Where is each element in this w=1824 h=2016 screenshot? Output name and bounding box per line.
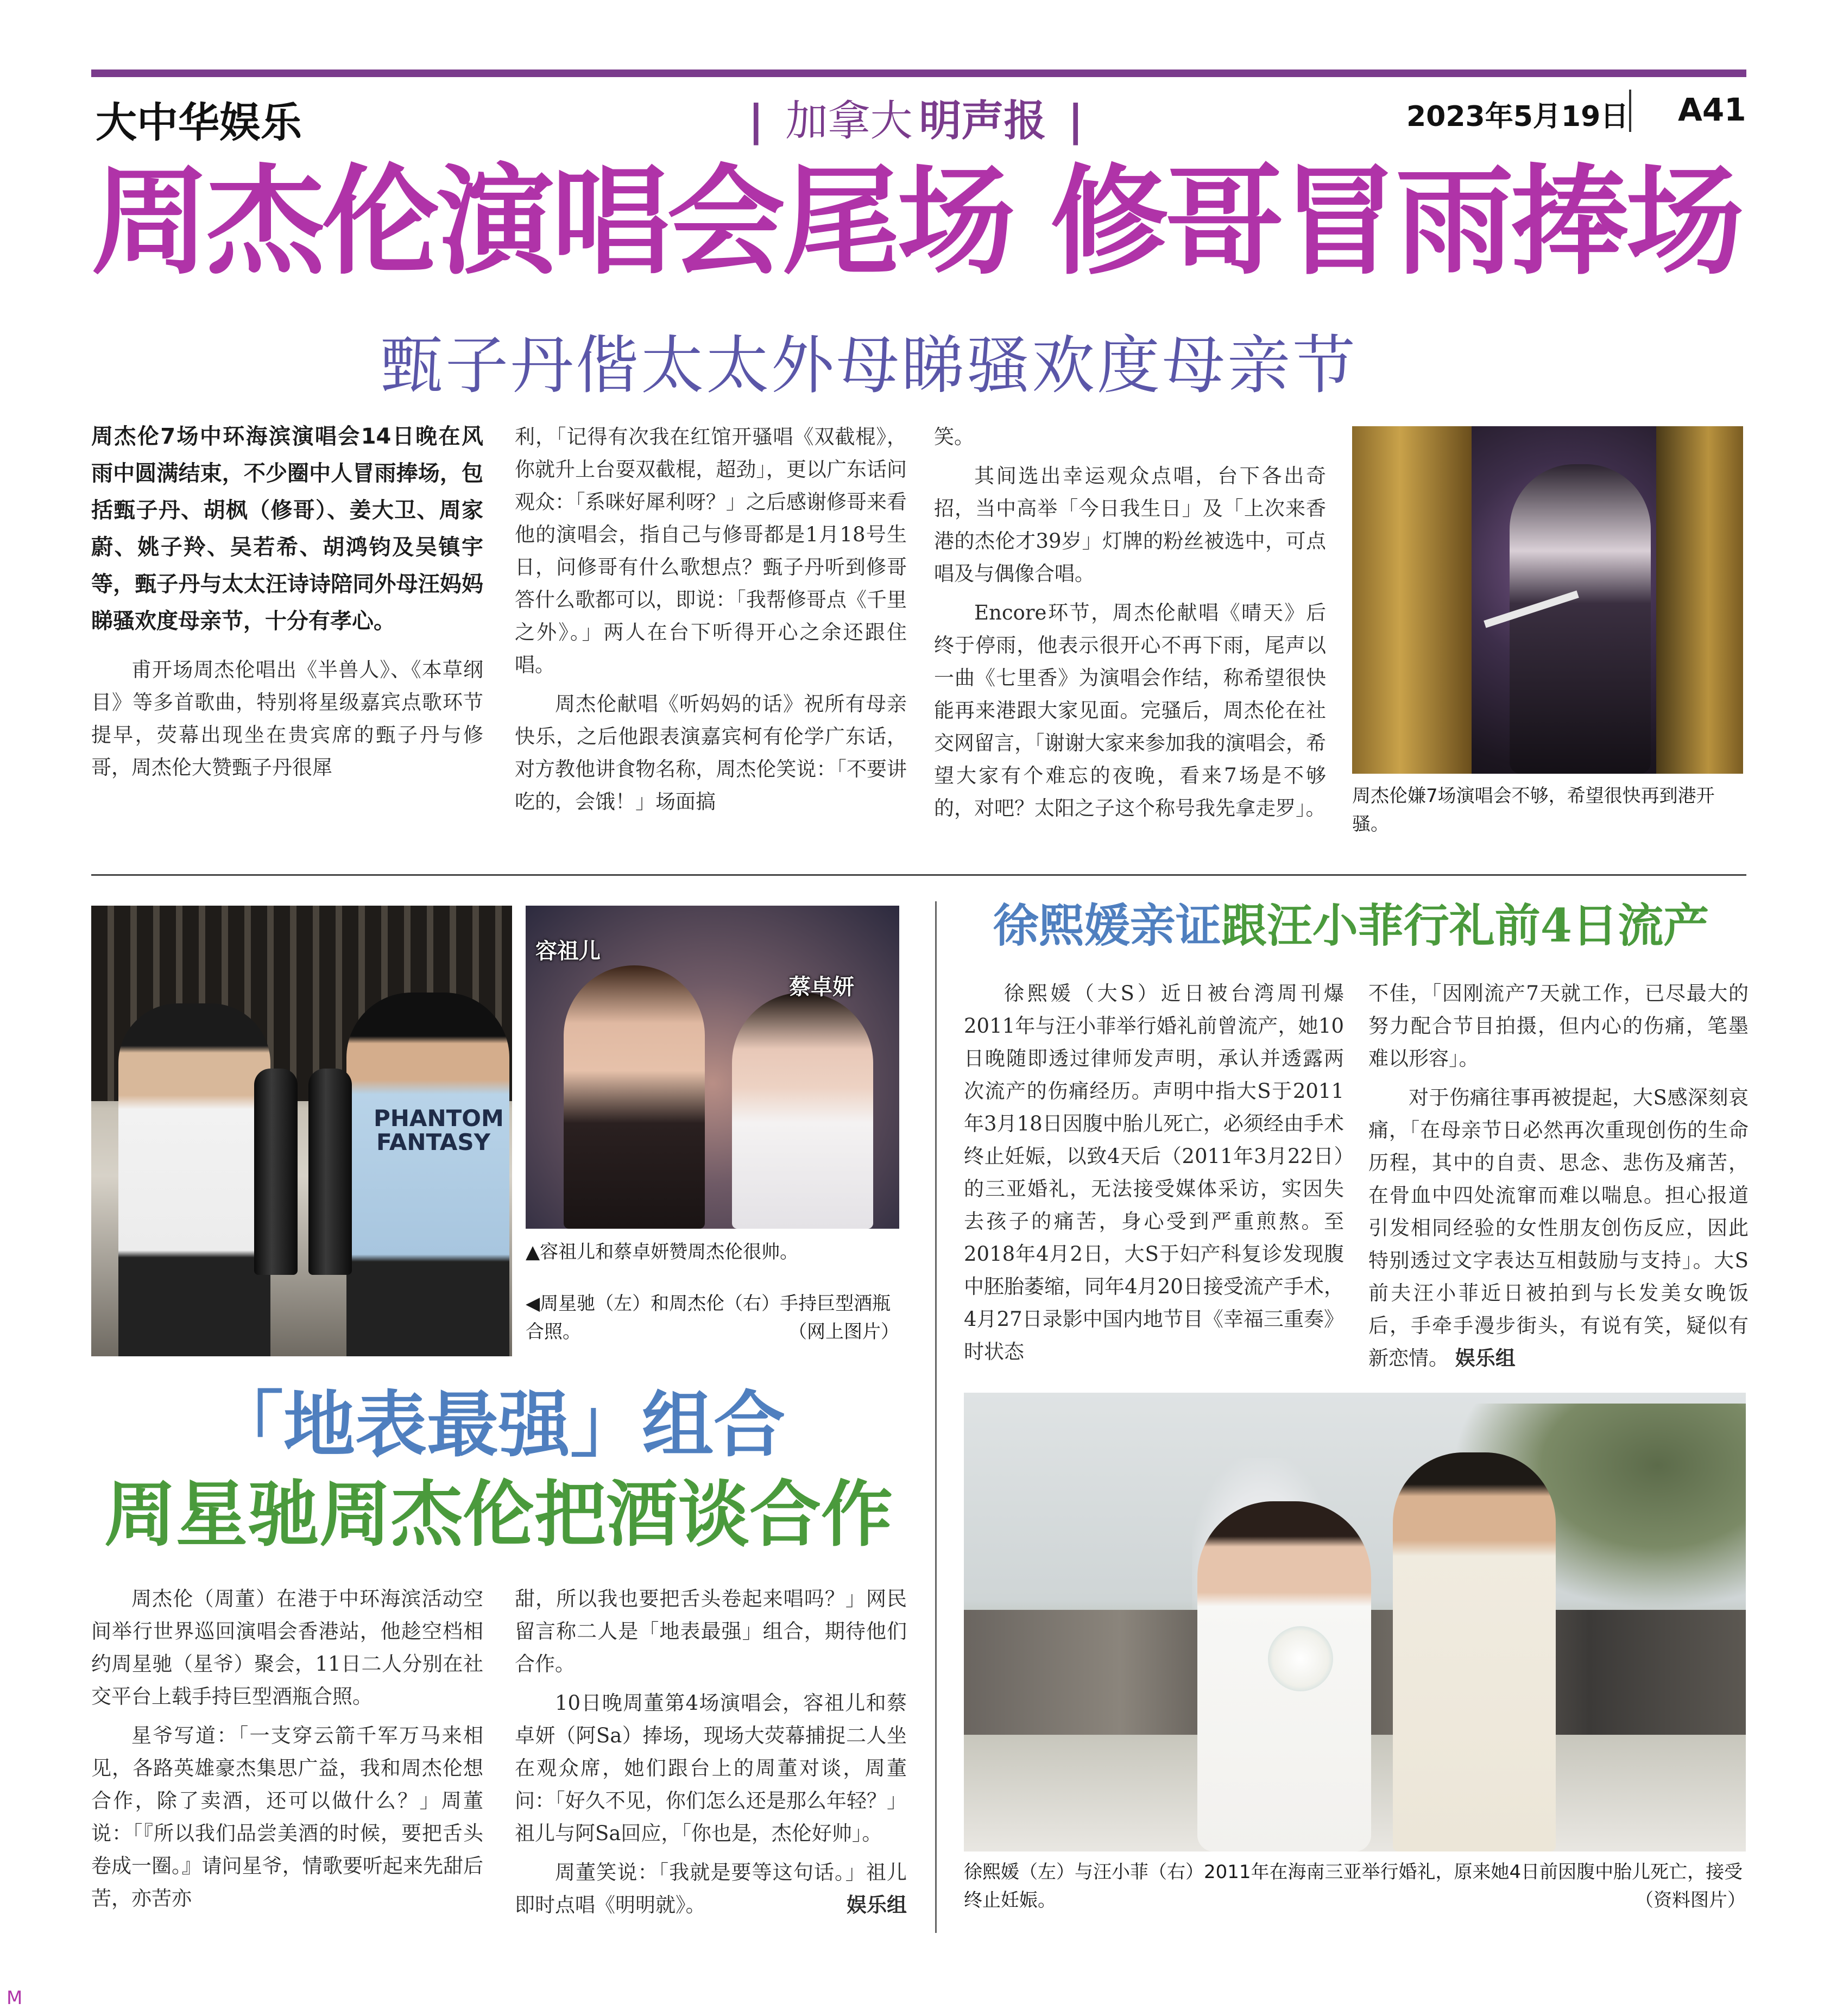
- person-left: [118, 1003, 270, 1356]
- main-col3-p1: 其间选出幸运观众点唱，台下各出奇招，当中高举「今日我生日」及「上次来香港的杰伦才39岁」灯牌的粉丝被选中，可点唱及与偶像合唱。: [934, 464, 1326, 585]
- masthead-bar-right: |: [1068, 97, 1084, 146]
- main-col2-p2: 周杰伦献唱《听妈妈的话》祝所有母亲快乐，之后他跟表演嘉宾柯有伦学广东话，对方教他讲食物名称，周杰伦笑说：「不要讲吃的，会饿！」场面搞: [515, 692, 907, 813]
- person-right: [346, 993, 509, 1356]
- issue-date: 2023年5月19日: [1406, 100, 1629, 133]
- story2-byline: 娱乐组: [847, 1893, 907, 1917]
- stage-ornament-2: [1656, 426, 1743, 774]
- stage-ornament: [1352, 426, 1472, 774]
- wedding-caption-text: 徐熙媛（左）与汪小菲（右）2011年在海南三亚举行婚礼，原来她4日前因腹中胎儿死亡，接受终止妊娠。: [964, 1861, 1743, 1911]
- story2-col2-p3-text: 周董笑说：「我就是要等这句话。」祖儿即时点唱《明明就》。: [515, 1861, 907, 1917]
- story2-col2-p2: 10日晚周董第4场演唱会，容祖儿和蔡卓妍（阿Sa）捧场，现场大荧幕捕捉二人坐在观众席，她们跟台上的周董对谈，周董问：「好久不见，你们怎么还是那么年轻？」祖儿与阿Sa回应，「你也是，杰伦好帅」。: [515, 1691, 907, 1845]
- story2-col-1: [91, 1583, 483, 1922]
- page-number: A41: [1678, 91, 1746, 128]
- main-col1-p1: 甫开场周杰伦唱出《半兽人》、《本草纲目》等多首歌曲，特别将星级嘉宾点歌环节提早，荧幕出现坐在贵宾席的甄子丹与修哥，周杰伦大赞甄子丹很犀: [91, 658, 483, 779]
- wine-photo-caption: [526, 1290, 899, 1346]
- masthead-bar-left: |: [748, 97, 764, 146]
- main-headline: 周杰伦演唱会尾场 修哥冒雨捧场: [91, 154, 1741, 291]
- story3-byline: 娱乐组: [1455, 1347, 1516, 1370]
- wine-bottle-right: [308, 1069, 352, 1275]
- singer-figure: [1510, 464, 1651, 774]
- label-charlene: 蔡卓妍: [789, 975, 854, 1000]
- story3-col2-p0: 不佳，「因刚流产7天就工作，已尽最大的努力配合节目拍摄，但内心的伤痛，笔墨难以形容」。: [1368, 982, 1749, 1070]
- story3-col-2: [1368, 977, 1749, 1381]
- mid-rule: [91, 874, 1746, 876]
- story3-col-1: [964, 977, 1344, 1375]
- main-subheadline: 甄子丹偕太太外母睇骚欢度母亲节: [380, 329, 1358, 402]
- main-col-2: [515, 421, 907, 825]
- masthead: [748, 87, 1083, 148]
- concert-photo-caption: 周杰伦嫌7场演唱会不够，希望很快再到港开骚。: [1352, 785, 1715, 835]
- story2-col2-p3: [515, 1856, 907, 1922]
- section-title: 大中华娱乐: [96, 98, 302, 147]
- story3-col2-p1-text: 对于伤痛往事再被提起，大S感深刻哀痛，「在母亲节日必然再次重现创伤的生命历程，其中的自责、思念、悲伤及痛苦，在骨血中四处流窜而难以喘息。担心报道引发相同经验的女性朋友创伤反应，因此特别透过文字表达互相鼓励与支持」。大S前夫汪小菲近日被拍到与长发美女晚饭后，手牵手漫步街头，有说有笑，疑似有新恋情。: [1368, 1086, 1749, 1370]
- story3-col1-p1: 徐熙媛（大S）近日被台湾周刊爆2011年与汪小菲举行婚礼前曾流产，她10日晚随即透过律师发声明，承认并透露两次流产的伤痛经历。声明中指大S于2011年3月18日因腹中胎儿死亡，必须经由手术终止妊娠，以致4天后（2011年3月22日）的三亚婚礼，无法接受媒体采访，实因失去孩子的痛苦，身心受到严重煎熬。至2018年4月2日，大S于妇产科复诊发现腹中胚胎萎缩，同年4月20日接受流产手术，4月27日录影中国内地节目《幸福三重奏》时状态: [964, 982, 1344, 1363]
- main-col-1: [91, 418, 483, 791]
- story2-col1-p1: 周杰伦（周董）在港于中环海滨活动空间举行世界巡回演唱会香港站，他趁空档相约周星驰（星爷）聚会，11日二人分别在社交平台上载手持巨型酒瓶合照。: [91, 1587, 483, 1708]
- header-divider: [1629, 90, 1631, 132]
- main-lead: 周杰伦7场中环海滨演唱会14日晚在风雨中圆满结束，不少圈中人冒雨捧场，包括甄子丹、胡枫（修哥）、姜大卫、周家蔚、姚子羚、吴若希、胡鸿钧及吴镇宇等，甄子丹与太太汪诗诗陪同外母汪妈妈睇骚欢度母亲节，十分有孝心。: [91, 424, 483, 634]
- person-charlene: [732, 993, 873, 1229]
- groom: [1393, 1452, 1556, 1851]
- masthead-name: 明声报: [919, 97, 1046, 146]
- story2-col2-p1: 甜，所以我也要把舌头卷起来唱吗？」网民留言称二人是「地表最强」组合，期待他们合作。: [515, 1587, 907, 1676]
- story3-headline-b: 跟汪小菲行礼前4日流产: [1221, 899, 1709, 952]
- concert-photo: [1352, 426, 1743, 774]
- wedding-photo-caption: [964, 1858, 1746, 1914]
- bouquet: [1268, 1626, 1333, 1691]
- story2-headline-2: 周星驰周杰伦把酒谈合作: [104, 1472, 893, 1557]
- main-col-3: [934, 421, 1326, 831]
- wine-caption-text: ◀周星驰（左）和周杰伦（右）手持巨型酒瓶合照。: [526, 1293, 891, 1343]
- wine-photo: [91, 906, 512, 1356]
- wedding-caption-credit: （资料图片）: [1635, 1889, 1746, 1911]
- main-col3-p0: 笑。: [934, 425, 974, 448]
- vertical-rule: [935, 901, 937, 1933]
- story2-headline-1: 「地表最强」组合: [212, 1383, 785, 1467]
- main-col3-p2: Encore环节，周杰伦献唱《晴天》后终于停雨，他表示很开心不再下雨，尾声以一曲《七里香》为演唱会作结，称希望很快能再来港跟大家见面。完骚后，周杰伦在社交网留言，「谢谢大家来参加我的演唱会，希望大家有个难忘的夜晚，看来7场是不够的，对吧？太阳之子这个称号我先拿走罗」。: [934, 601, 1326, 820]
- story2-col1-p2: 星爷写道：「一支穿云箭千军万马来相见，各路英雄豪杰集思广益，我和周杰伦想合作，除了卖酒，还可以做什么？」周董说：「『所以我们品尝美酒的时候，要把舌头卷成一圈。』请问星爷，情歌要听起来先甜后苦，亦苦亦: [91, 1724, 483, 1910]
- person-joey: [564, 965, 705, 1229]
- shirt-text: PHANTOM FANTASY: [374, 1105, 504, 1155]
- main-col2-p1: 利，「记得有次我在红馆开骚唱《双截棍》，你就升上台耍双截棍，超劲」，更以广东话问观众：「系咪好犀利呀？」之后感谢修哥来看他的演唱会，指自己与修哥都是1月18号生日，问修哥有什么歌想点？甄子丹听到修哥答什么歌都可以，即说：「我帮修哥点《千里之外》。」两人在台下听得开心之余还跟住唱。: [515, 425, 907, 677]
- audience-photo: [526, 906, 899, 1229]
- wine-caption-credit: （网上图片）: [788, 1321, 899, 1343]
- wine-bottle-left: [254, 1069, 298, 1275]
- masthead-prefix: 加拿大: [785, 97, 913, 146]
- story2-col-2: [515, 1583, 907, 1928]
- audience-photo-caption: ▲容祖儿和蔡卓妍赞周杰伦很帅。: [526, 1241, 799, 1263]
- wedding-photo: [964, 1393, 1746, 1851]
- story3-col2-p1: [1368, 1082, 1749, 1375]
- header-top-rule: [91, 69, 1746, 77]
- story3-headline-a: 徐熙媛亲证: [993, 899, 1221, 952]
- label-joey: 容祖儿: [535, 939, 601, 964]
- story3-headline: [956, 896, 1746, 956]
- footer-mark: M: [7, 1987, 23, 2009]
